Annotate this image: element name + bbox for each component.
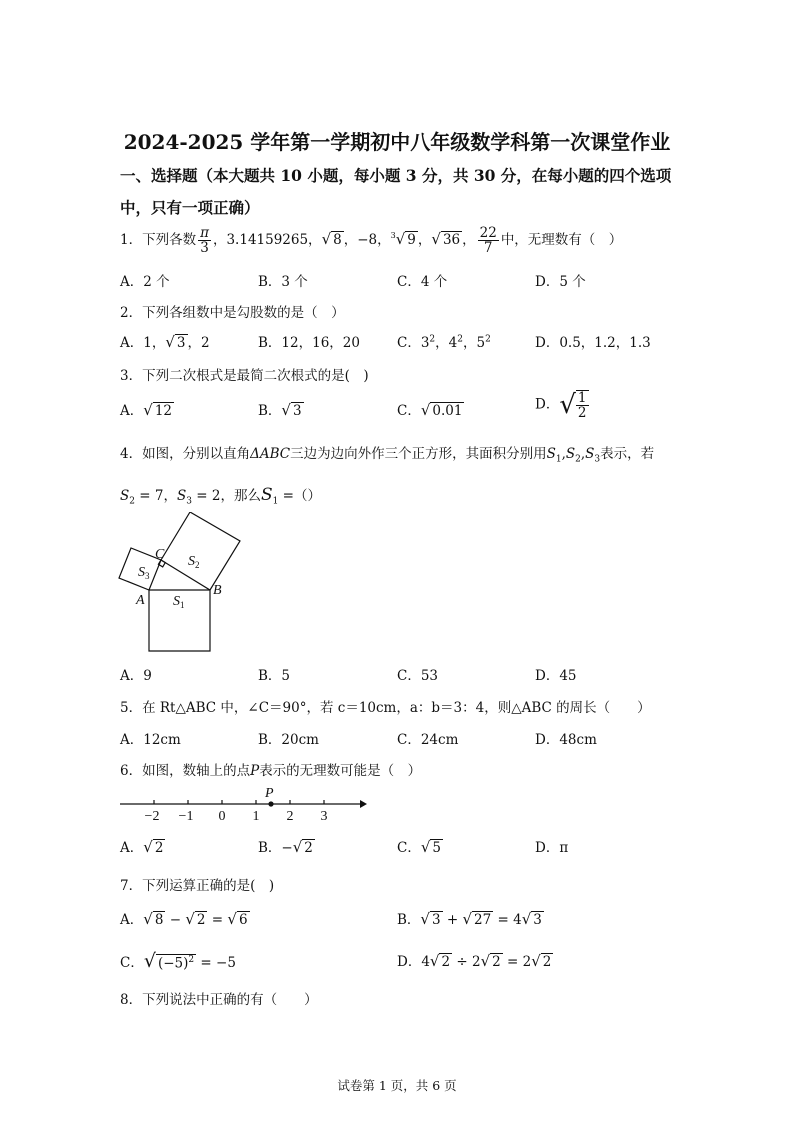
tick-label: 1 xyxy=(252,809,260,824)
q6-option-d: D．π xyxy=(535,840,569,856)
tick-label: −2 xyxy=(144,809,160,824)
tick-label: 3 xyxy=(320,809,328,824)
question-8: 8．下列说法中正确的有（ ） xyxy=(120,992,318,1008)
q7-option-b: B．√ 3 + √ 27 = 4√ 3 xyxy=(397,910,542,928)
fraction-22-over-7: $\frac{22}{7}$ xyxy=(479,225,497,257)
label-b: B xyxy=(213,583,222,598)
q4-squares-figure xyxy=(110,512,250,657)
q2-option-a: A．1，√ 3 ，2 xyxy=(120,333,210,351)
point-p xyxy=(268,801,273,806)
tick-label: −1 xyxy=(178,809,194,824)
section-heading-line2: 中，只有一项正确） xyxy=(120,198,260,217)
question-4-line2: $S_2 = 7$，$S_3 = 2$，那么$S_1$ =（） xyxy=(120,485,321,507)
q2-option-d: D．0.5，1.2，1.3 xyxy=(535,335,651,351)
question-1: 1．下列各数 $\frac{\pi}{3}$ ，3.14159265，√ 8 ，−8，$^3$√ 9 ，√ 36 ， $\frac{22}{7}$ 中，无理数有（ ） xyxy=(120,225,623,257)
question-6: 6．如图，数轴上的点P表示的无理数可能是（ ） xyxy=(120,763,422,779)
q5-option-b: B．20cm xyxy=(258,732,319,748)
number-line xyxy=(115,784,370,824)
square-s2 xyxy=(161,512,240,590)
label-s2: $S_2$ xyxy=(188,554,200,570)
point-p-label: P xyxy=(265,786,274,801)
question-4-line1: 4．如图，分别以直角ΔABC三边为边向外作三个正方形，其面积分别用$S_1,S_2,S_3$表示，若 xyxy=(120,446,655,465)
q4-option-b: B．5 xyxy=(258,668,291,684)
arrow-right-icon xyxy=(360,800,367,808)
section-heading-line1: 一、选择题（本大题共 10 小题，每小题 3 分，共 30 分，在每小题的四个选项 xyxy=(120,166,672,185)
q1-option-c: C．4 个 xyxy=(397,274,448,290)
q7-option-c: C．√ $(-5)^2 = -5$ xyxy=(120,950,236,972)
q4-option-a: A．9 xyxy=(120,668,152,684)
q4-option-c: C．53 xyxy=(397,668,439,684)
fraction-pi-over-3: $\frac{\pi}{3}$ xyxy=(200,225,209,257)
label-a: A xyxy=(136,593,145,608)
tick-label: 2 xyxy=(286,809,294,824)
question-5: 5．在 Rt△ABC 中，∠C＝90°，若 c＝10cm，a：b＝3：4，则△ABC 的周长（ ） xyxy=(120,700,651,716)
q5-option-d: D．48cm xyxy=(535,732,597,748)
q5-option-a: A．12cm xyxy=(120,732,181,748)
q7-option-d: D．4√ 2 ÷ 2√ 2 = 2√ 2 xyxy=(397,952,552,970)
question-2: 2．下列各组数中是勾股数的是（ ） xyxy=(120,305,345,321)
q6-option-a: A．√ 2 xyxy=(120,838,164,856)
page-title: 2024-2025 学年第一学期初中八年级数学科第一次课堂作业 xyxy=(123,130,671,154)
label-s1: $S_1$ xyxy=(173,594,185,610)
question-7: 7．下列运算正确的是( ) xyxy=(120,878,275,894)
q3-option-c: C．√ 0.01 xyxy=(397,401,463,419)
q7-option-a: A．√ 8 − √ 2 = √ 6 xyxy=(120,910,248,928)
q3-option-a: A．√ 12 xyxy=(120,401,172,419)
q1-option-b: B．3 个 xyxy=(258,274,308,290)
q2-option-c: C．$3^2$，$4^2$，$5^2$ xyxy=(397,334,491,351)
q6-option-b: B．−√ 2 xyxy=(258,838,313,856)
q2-option-b: B．12，16，20 xyxy=(258,335,360,351)
label-s3: $S_3$ xyxy=(138,565,150,581)
q6-option-c: C．√ 5 xyxy=(397,838,441,856)
page-footer: 试卷第 1 页，共 6 页 xyxy=(337,1078,457,1093)
q1-option-a: A．2 个 xyxy=(120,274,170,290)
q5-option-c: C．24cm xyxy=(397,732,459,748)
q3-option-b: B．√ 3 xyxy=(258,401,302,419)
label-c: C xyxy=(155,547,165,562)
q1-option-d: D．5 个 xyxy=(535,274,586,290)
question-3: 3．下列二次根式是最简二次根式的是( ) xyxy=(120,368,369,384)
q3-option-d: D．√ $\frac{1}{2}$ xyxy=(535,390,587,422)
q4-option-d: D．45 xyxy=(535,668,577,684)
tick-label: 0 xyxy=(218,809,226,824)
